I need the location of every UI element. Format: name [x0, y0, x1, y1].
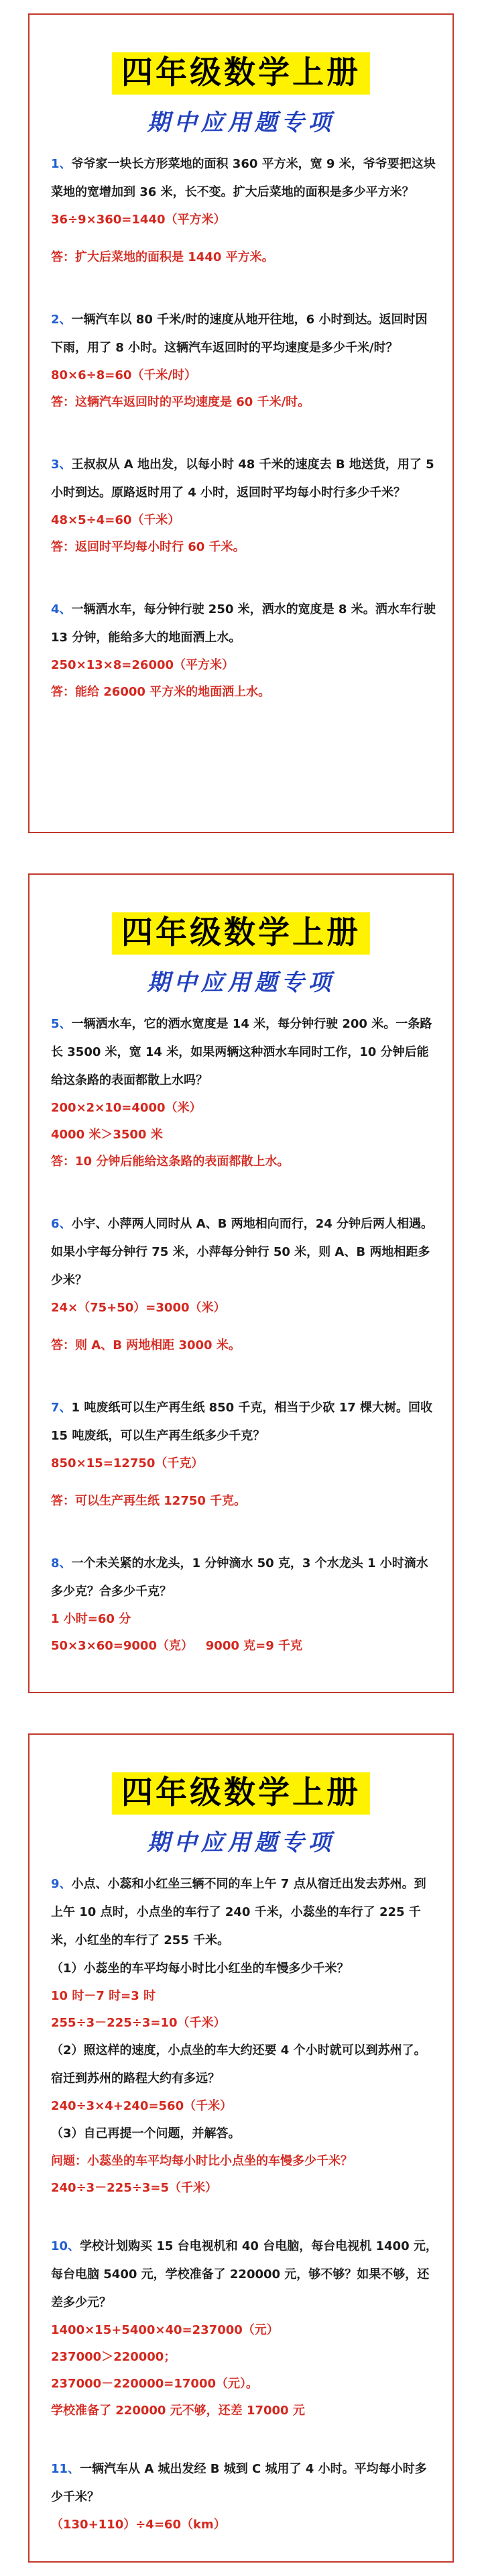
- problem-body: 爷爷家一块长方形菜地的面积 360 平方米，宽 9 米，爷爷要把这块菜地的宽增加到 36 米，长不变。扩大后菜地的面积是多少平方米？: [51, 156, 436, 199]
- problem-body: 王叔叔从 A 地出发，以每小时 48 千米的速度去 B 地送货，用了 5 小时到达。原路返时用了 4 小时，返回时平均每小时行多少千米？: [51, 457, 434, 500]
- title-wrap: [29, 52, 453, 95]
- answer: 答：这辆汽车返回时的平均速度是 60 千米/时。: [51, 394, 310, 409]
- calculation: 850×15=12750（千克）: [51, 1456, 204, 1470]
- sub-question-2: （2）照这样的速度，小点坐的车大约还要 4 个小时就可以到苏州了。宿迁到苏州的路程大约有多远？: [51, 2043, 426, 2086]
- problem-body: 学校计划购买 15 台电视机和 40 台电脑，每台电视机 1400 元，每台电脑 5400 元，学校准备了 220000 元，够不够？如果不够，还差多少元？: [51, 2239, 438, 2310]
- page-title: 四年级数学上册: [112, 912, 370, 955]
- calculation: 1400×15+5400×40=237000（元）: [51, 2322, 279, 2337]
- page-subtitle: 期中应用题专项: [147, 109, 335, 136]
- problem-body: 一辆洒水车，每分钟行驶 250 米，洒水的宽度是 8 米。洒水车行驶 13 分钟，能给多大的地面洒上水。: [51, 602, 436, 645]
- calculation: 80×6÷8=60（千米/时）: [51, 368, 196, 382]
- problem-7: [29, 1394, 453, 1515]
- problem-body: 一辆洒水车，它的洒水宽度是 14 米，每分钟行驶 200 米。一条路长 3500 米，宽 14 米，如果两辆这种洒水车同时工作，10 分钟后能给这条路的表面都散上水吗？: [51, 1016, 432, 1087]
- problem-number: 11、: [51, 2461, 80, 2476]
- problem-body: 小宇、小萍两人同时从 A、B 两地相向而行，24 分钟后两人相遇。如果小宇每分钟行 75 米，小萍每分钟行 50 米，则 A、B 两地相距多少米？: [51, 1216, 434, 1287]
- page-subtitle: 期中应用题专项: [147, 969, 335, 996]
- problem-8: [29, 1550, 453, 1660]
- calculation: 1 小时=60 分: [51, 1611, 131, 1626]
- title-wrap: [29, 1772, 453, 1815]
- card-section-3: [28, 1733, 454, 2563]
- problem-text: [51, 1010, 438, 1095]
- problem-2: [29, 306, 453, 416]
- page-title: 四年级数学上册: [112, 1772, 370, 1815]
- calculation: 4000 米＞3500 米: [51, 1127, 163, 1142]
- answer: 答：可以生产再生纸 12750 千克。: [51, 1493, 247, 1508]
- calculation: 255÷3－225÷3=10（千米）: [51, 2015, 226, 2030]
- calculation: 48×5÷4=60（千米）: [51, 513, 180, 527]
- answer: 答：返回时平均每小时行 60 千米。: [51, 539, 245, 554]
- problem-body: 一辆汽车从 A 城出发经 B 城到 C 城用了 4 小时。平均每小时多少千米？: [51, 2461, 427, 2504]
- problem-1: [29, 150, 453, 271]
- problem-6: [29, 1210, 453, 1359]
- problem-text: [51, 306, 438, 362]
- problem-text: [51, 1550, 438, 1606]
- problem-11: [29, 2455, 453, 2538]
- answer: 答：则 A、B 两地相距 3000 米。: [51, 1338, 241, 1352]
- problem-number: 7、: [51, 1400, 72, 1415]
- answer: 答：能给 26000 平方米的地面洒上水。: [51, 684, 271, 699]
- problem-number: 3、: [51, 457, 72, 472]
- problem-number: 1、: [51, 156, 72, 171]
- problem-text: [51, 2233, 438, 2317]
- problem-number: 2、: [51, 312, 72, 327]
- problem-text: [51, 451, 438, 507]
- problem-text: [51, 1210, 438, 1295]
- calculation: 200×2×10=4000（米）: [51, 1100, 202, 1115]
- problem-number: 10、: [51, 2239, 80, 2253]
- problem-number: 5、: [51, 1016, 72, 1031]
- problem-4: [29, 596, 453, 706]
- problem-body: 小点、小蕊和小红坐三辆不同的车上午 7 点从宿迁出发去苏州。到上午 10 点时，小点坐的车行了 240 千米，小蕊坐的车行了 225 千米，小红坐的车行了 255 千米。: [51, 1876, 426, 1947]
- calculation: 237000＞220000；: [51, 2349, 176, 2364]
- page-subtitle: 期中应用题专项: [147, 1829, 335, 1856]
- problem-number: 4、: [51, 602, 72, 616]
- problem-body: 一辆汽车以 80 千米/时的速度从地开往地，6 小时到达。返回时因下雨，用了 8 小时。这辆汽车返回时的平均速度是多少千米/时？: [51, 312, 428, 355]
- answer: 答：10 分钟后能给这条路的表面都散上水。: [51, 1154, 290, 1169]
- calculation: 240÷3－225÷3=5（千米）: [51, 2180, 217, 2195]
- title-wrap: [29, 912, 453, 955]
- problem-10: [29, 2233, 453, 2424]
- problem-5: [29, 1010, 453, 1175]
- card-section-2: [28, 873, 454, 1693]
- own-question: 问题：小蕊坐的车平均每小时比小点坐的车慢多少千米？: [51, 2153, 353, 2168]
- sub-question-1: （1）小蕊坐的车平均每小时比小红坐的车慢多少千米？: [51, 1961, 349, 1976]
- calculation: 36÷9×360=1440（平方米）: [51, 212, 226, 227]
- calculation: 240÷3×4+240=560（千米）: [51, 2098, 233, 2113]
- problem-text: [51, 1394, 438, 1450]
- sub-question-3: （3）自己再提一个问题，并解答。: [51, 2126, 241, 2141]
- answer: 学校准备了 220000 元不够，还差 17000 元: [51, 2403, 305, 2418]
- problem-text: [51, 596, 438, 652]
- answer: 答：扩大后菜地的面积是 1440 平方米。: [51, 250, 274, 264]
- card-section-1: [28, 13, 454, 833]
- calculation: 10 时－7 时=3 时: [51, 1988, 156, 2003]
- problem-text: [51, 2455, 438, 2512]
- page-title: 四年级数学上册: [112, 52, 370, 95]
- problem-number: 9、: [51, 1876, 72, 1891]
- calculation: 24×（75+50）=3000（米）: [51, 1300, 226, 1315]
- problem-body: 1 吨废纸可以生产再生纸 850 千克，相当于少砍 17 棵大树。回收 15 吨废纸，可以生产再生纸多少千克？: [51, 1400, 433, 1443]
- problem-3: [29, 451, 453, 561]
- problem-number: 6、: [51, 1216, 72, 1231]
- calculation: （130+110）÷4=60（km）: [51, 2517, 226, 2532]
- problem-body: 一个未关紧的水龙头，1 分钟滴水 50 克，3 个水龙头 1 小时滴水多少克？合多少千克？: [51, 1556, 428, 1599]
- problem-9: [29, 1870, 453, 2202]
- calculation: 237000－220000=17000（元）。: [51, 2376, 258, 2391]
- problem-number: 8、: [51, 1556, 72, 1570]
- calculation: 50×3×60=9000（克） 9000 克=9 千克: [51, 1638, 303, 1653]
- problem-text: [51, 150, 438, 207]
- problem-text: [51, 1870, 438, 1955]
- calculation: 250×13×8=26000（平方米）: [51, 657, 235, 672]
